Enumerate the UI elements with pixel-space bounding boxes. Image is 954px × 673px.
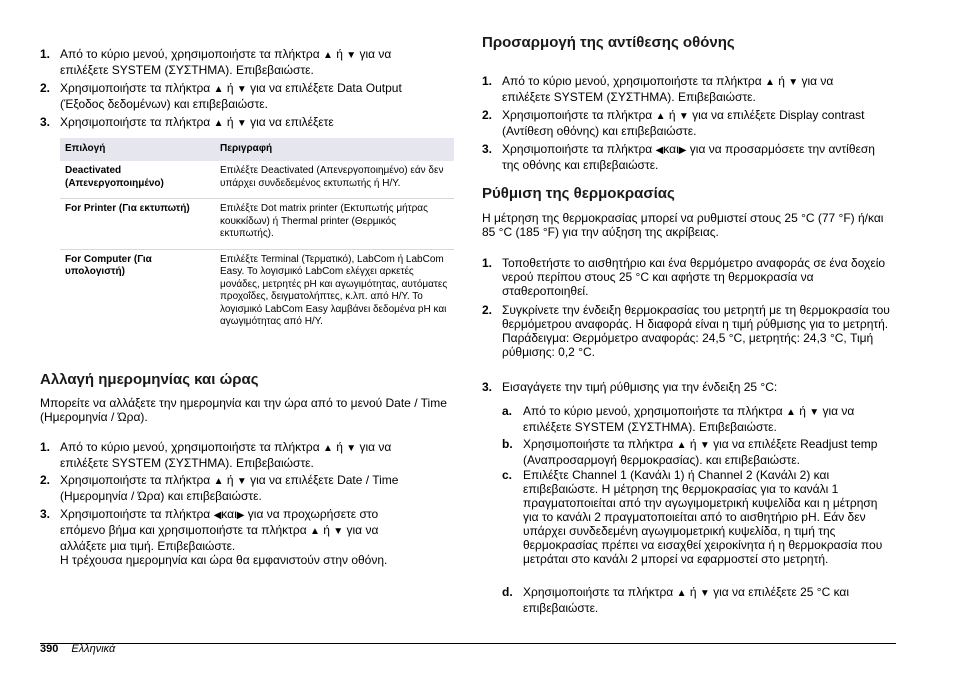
up-arrow-icon: ▲ <box>213 476 224 487</box>
contrast-step-2: 2. Χρησιμοποιήστε τα πλήκτρα ▲ ή ▼ για να επιλέξετε Display contrast (Αντίθεση οθόνης) και επιβεβαιώστε. <box>482 108 865 138</box>
up-arrow-icon: ▲ <box>785 407 796 418</box>
step-2: 2. Χρησιμοποιήστε τα πλήκτρα ▲ ή ▼ για να επιλέξετε Data Output (Έξοδος δεδομένων) και επιβεβαιώστε. <box>40 81 402 111</box>
up-arrow-icon: ▲ <box>764 77 775 88</box>
section-heading-display-contrast: Προσαρμογή της αντίθεσης οθόνης <box>482 34 735 51</box>
down-arrow-icon: ▼ <box>236 118 247 129</box>
table-row <box>60 249 454 337</box>
date-intro-paragraph: Μπορείτε να αλλάξετε την ημερομηνία και την ώρα από το μενού Date / Time (Ημερομηνία / Ώρα). <box>40 396 447 424</box>
date-step-2: 2. Χρησιμοποιήστε τα πλήκτρα ▲ ή ▼ για να επιλέξετε Date / Time (Ημερομηνία / Ώρα) και επιβεβαιώστε. <box>40 473 399 503</box>
up-arrow-icon: ▲ <box>213 118 224 129</box>
left-arrow-icon: ◀ <box>213 510 222 521</box>
page-footer <box>40 642 115 656</box>
down-arrow-icon: ▼ <box>788 77 799 88</box>
down-arrow-icon: ▼ <box>699 440 710 451</box>
date-step-3: 3. Χρησιμοποιήστε τα πλήκτρα ◀και▶ για να προχωρήσετε στο επόμενο βήμα και χρησιμοποιήστε τα πλήκτρα ▲ ή ▼ για να αλλάξετε μια τιμή. Επιβεβαιώστε. Η τρέχουσα ημερομηνία και ώρα θα εμφανιστούν στην οθόνη. <box>40 507 388 567</box>
table-cell-description: Επιλέξτε Dot matrix printer (Εκτυπωτής μήτρας κουκκίδων) ή Thermal printer (Θερμικός εκτυπωτής). <box>215 199 454 250</box>
temp-step-2: 2. Συγκρίνετε την ένδειξη θερμοκρασίας του μετρητή με τη θερμοκρασία του θερμόμετρου αναφοράς. Η διαφορά είναι η τιμή ρύθμισης για το μετρητή. Παράδειγμα: Θερμόμετρο αναφοράς: 24,5 °C, μετρητής: 24,3 °C, Τιμή ρύθμισης: 0,2 °C. <box>482 303 890 359</box>
temp-substep-d: d. Χρησιμοποιήστε τα πλήκτρα ▲ ή ▼ για να επιλέξετε 25 °C και επιβεβαιώστε. <box>502 585 850 615</box>
table-cell-option: Deactivated (Απενεργοποιημένο) <box>60 161 215 199</box>
contrast-step-1: 1. Από το κύριο μενού, χρησιμοποιήστε τα πλήκτρα ▲ ή ▼ για να επιλέξετε SYSTEM (ΣΥΣΤΗΜΑ). Επιβεβαιώστε. <box>482 74 834 104</box>
contrast-step-3: 3. Χρησιμοποιήστε τα πλήκτρα ◀και▶ για να προσαρμόσετε την αντίθεση της οθόνης και επιβεβαιώστε. <box>482 142 875 172</box>
footer-divider <box>40 643 896 644</box>
table-row <box>60 161 454 199</box>
down-arrow-icon: ▼ <box>236 84 247 95</box>
temp-substep-b: b. Χρησιμοποιήστε τα πλήκτρα ▲ ή ▼ για να επιλέξετε Readjust temp (Αναπροσαρμογή θερμοκρασίας). και επιβεβαιώστε. <box>502 437 878 467</box>
temp-substep-a: a. Από το κύριο μενού, χρησιμοποιήστε τα πλήκτρα ▲ ή ▼ για να επιλέξετε SYSTEM (ΣΥΣΤΗΜΑ). Επιβεβαιώστε. <box>502 404 855 434</box>
up-arrow-icon: ▲ <box>310 526 320 537</box>
left-arrow-icon: ◀ <box>655 145 664 156</box>
data-output-options-table <box>60 138 454 337</box>
table-header: Περιγραφή <box>215 138 454 161</box>
section-heading-date-time: Αλλαγή ημερομηνίας και ώρας <box>40 371 259 388</box>
table-cell-description: Επιλέξτε Deactivated (Απενεργοποιημένο) εάν δεν υπάρχει συνδεδεμένος εκτυπωτής ή Η/Υ. <box>215 161 454 199</box>
date-step-1: 1. Από το κύριο μενού, χρησιμοποιήστε τα πλήκτρα ▲ ή ▼ για να επιλέξετε SYSTEM (ΣΥΣΤΗΜΑ). Επιβεβαιώστε. <box>40 440 392 470</box>
table-cell-description: Επιλέξτε Terminal (Τερματικό), LabCom ή LabCom Easy. Το λογισμικό LabCom ελέγχει αρκετές μονάδες, μετρητές pH και αγωγιμότητας, αυτόματες προχοΐδες, δειγματολήπτες, κ.λπ. από Η/Υ. Το λογισμικό LabCom Easy λαμβάνει δεδομένα pH και αγωγιμότητας από Η/Υ. <box>220 253 448 327</box>
table-header-row <box>60 138 454 161</box>
footer-language: Ελληνικά <box>71 643 116 655</box>
step-1: 1. Από το κύριο μενού, χρησιμοποιήστε τα πλήκτρα ▲ ή ▼ για να επιλέξετε SYSTEM (ΣΥΣΤΗΜΑ). Επιβεβαιώστε. <box>40 47 392 77</box>
up-arrow-icon: ▲ <box>213 84 224 95</box>
up-arrow-icon: ▲ <box>676 440 687 451</box>
right-arrow-icon: ▶ <box>678 145 687 156</box>
down-arrow-icon: ▼ <box>678 111 689 122</box>
up-arrow-icon: ▲ <box>322 50 333 61</box>
temp-substep-c: c. Επιλέξτε Channel 1 (Κανάλι 1) ή Channel 2 (Κανάλι 2) και επιβεβαιώστε. Η μέτρηση της θερμοκρασίας για το κανάλι 1 πραγματοποιείται από την αγωγιμομετρική κυψελίδα και η μέτρηση για το κανάλι 2 πραγματοποιείται από το αισθητήριο pH. Εάν δεν υπάρχει συνδεδεμένη αγωγιμομετρική κυψελίδα, η τιμή της θερμοκρασίας πρέπει να εισαχθεί χειροκίνητα ή η θερμοκρασία που μετράται στο κανάλι 2 μπορεί να εφαρμοστεί στο μετρητή. <box>502 468 883 566</box>
section-heading-temperature: Ρύθμιση της θερμοκρασίας <box>482 185 675 202</box>
temperature-intro-paragraph: Η μέτρηση της θερμοκρασίας μπορεί να ρυθμιστεί στους 25 °C (77 °F) ή/και 85 °C (185 °F) για την αύξηση της ακρίβειας. <box>482 211 884 239</box>
down-arrow-icon: ▼ <box>236 476 247 487</box>
table-cell-option: For Printer (Για εκτυπωτή) <box>60 199 215 250</box>
right-arrow-icon: ▶ <box>236 510 245 521</box>
down-arrow-icon: ▼ <box>333 526 344 537</box>
down-arrow-icon: ▼ <box>809 407 820 418</box>
table-header: Επιλογή <box>60 138 215 161</box>
up-arrow-icon: ▲ <box>676 588 687 599</box>
table-row <box>60 199 454 250</box>
table-cell-option: For Computer (Για υπολογιστή) <box>65 253 152 277</box>
down-arrow-icon: ▼ <box>346 443 357 454</box>
down-arrow-icon: ▼ <box>346 50 357 61</box>
temp-step-3: 3. Εισαγάγετε την τιμή ρύθμισης για την ένδειξη 25 °C: <box>482 380 778 394</box>
up-arrow-icon: ▲ <box>322 443 333 454</box>
up-arrow-icon: ▲ <box>655 111 666 122</box>
step-3: 3. Χρησιμοποιήστε τα πλήκτρα ▲ ή ▼ για να επιλέξετε <box>40 115 334 129</box>
page-number: 390 <box>40 643 59 655</box>
down-arrow-icon: ▼ <box>699 588 710 599</box>
temp-step-1: 1. Τοποθετήστε το αισθητήριο και ένα θερμόμετρο αναφοράς σε ένα δοχείο νερού περίπου στους 25 °C και αφήστε τη θερμοκρασία να σταθεροποιηθεί. <box>482 256 886 298</box>
